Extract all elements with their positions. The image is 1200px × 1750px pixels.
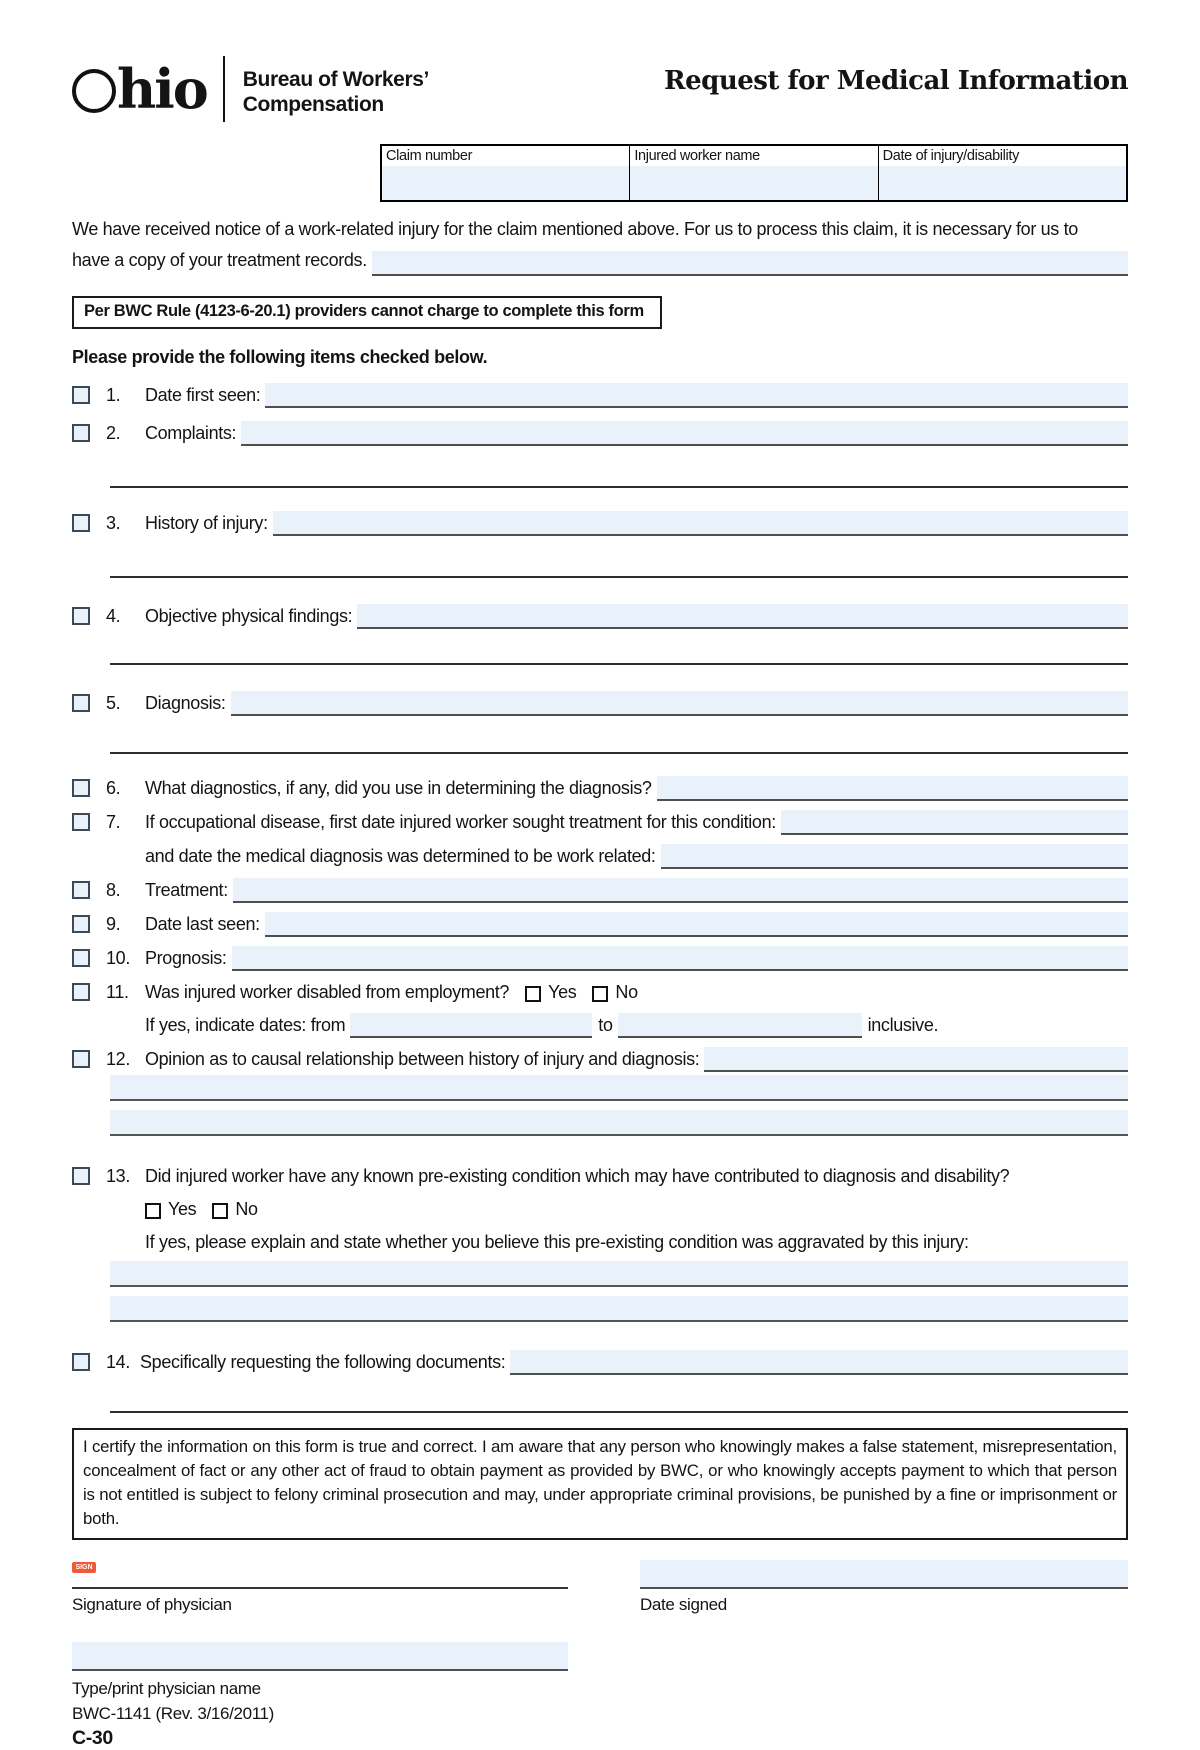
item-5-checkbox[interactable] [72, 694, 90, 712]
ohio-wordmark [72, 59, 207, 119]
item-3-row [72, 503, 1128, 536]
item-9-label: Date last seen: [145, 914, 260, 934]
item-6-input[interactable] [657, 776, 1128, 801]
item-11-yes-checkbox[interactable] [525, 986, 541, 1002]
item-11-yes-label: Yes [548, 982, 577, 1002]
item-3-input[interactable] [273, 511, 1128, 536]
item-7-input[interactable] [781, 810, 1128, 835]
item-6-checkbox[interactable] [72, 779, 90, 797]
form-number: BWC-1141 (Rev. 3/16/2011) [72, 1704, 274, 1723]
item-8-row [72, 870, 1128, 903]
bureau-name [243, 61, 429, 117]
claim-number-header: Claim number [386, 148, 473, 164]
intro-line1: We have received notice of a work-related injury for the claim mentioned above. For us to process this claim, it is necessary for us to [72, 219, 1078, 239]
item-5-row [72, 683, 1128, 716]
item-13-row [72, 1156, 1128, 1189]
date-of-injury-header: Date of injury/disability [882, 148, 1019, 164]
item-11-number: 11. [106, 982, 129, 1002]
date-of-injury-input[interactable] [879, 166, 1126, 200]
item-8-number: 8. [106, 880, 121, 900]
item-14-continuation-line[interactable] [110, 1375, 1128, 1413]
typeprint-label: Type/print physician name [72, 1679, 261, 1698]
intro-line2-label: have a copy of your treatment records. [72, 250, 367, 270]
item-8-label: Treatment: [145, 880, 228, 900]
claim-number-cell [382, 146, 629, 200]
item-7-row [72, 802, 1128, 835]
item-13-number: 13. [106, 1166, 130, 1186]
item-14-label: Specifically requesting the following documents: [140, 1352, 506, 1372]
form-code: C-30 [72, 1727, 113, 1749]
date-of-injury-cell [878, 146, 1126, 200]
item-13-no-checkbox[interactable] [212, 1203, 228, 1219]
injured-worker-name-header: Injured worker name [634, 148, 760, 164]
item-12-input[interactable] [704, 1047, 1128, 1072]
ohio-wordmark-text: hio [117, 57, 207, 121]
item-10-number: 10. [106, 948, 130, 968]
signature-column [72, 1557, 568, 1750]
item-6-number: 6. [106, 778, 121, 798]
item-10-label: Prognosis: [145, 948, 227, 968]
physician-signature-input[interactable] [72, 1573, 568, 1589]
physician-name-input[interactable] [72, 1642, 568, 1671]
sign-here-marker-icon[interactable]: SIGN [72, 1562, 96, 1573]
logo-divider [223, 56, 225, 122]
item-13-explain-input-2[interactable] [110, 1296, 1128, 1322]
ohio-o-circle-icon [72, 69, 116, 113]
item-4-input[interactable] [357, 604, 1128, 629]
item-7-label: If occupational disease, first date injured worker sought treatment for this condition: [145, 812, 776, 832]
item-4-checkbox[interactable] [72, 607, 90, 625]
item-12-continuation-input-1[interactable] [110, 1075, 1128, 1101]
item-11-dates-prefix: If yes, indicate dates: from [145, 1015, 346, 1035]
injured-worker-name-input[interactable] [630, 166, 877, 200]
item-3-label: History of injury: [145, 513, 268, 533]
item-12-checkbox[interactable] [72, 1050, 90, 1068]
item-11-dates-mid: to [598, 1015, 613, 1035]
item-13-explain-input-1[interactable] [110, 1261, 1128, 1287]
item-2-checkbox[interactable] [72, 424, 90, 442]
bwc-rule-box: Per BWC Rule (4123-6-20.1) providers cannot charge to complete this form [72, 296, 662, 329]
item-5-continuation-line[interactable] [110, 716, 1128, 754]
item-11-row [72, 972, 1128, 1005]
item-12-continuation-input-2[interactable] [110, 1110, 1128, 1136]
item-14-checkbox[interactable] [72, 1353, 90, 1371]
item-10-row [72, 938, 1128, 971]
item-14-input[interactable] [510, 1350, 1128, 1375]
item-11-from-date-input[interactable] [350, 1013, 592, 1038]
ohio-bwc-logo [72, 56, 429, 122]
item-5-number: 5. [106, 693, 121, 713]
item-9-number: 9. [106, 914, 121, 934]
item-3-checkbox[interactable] [72, 514, 90, 532]
treatment-records-input[interactable] [372, 251, 1128, 276]
item-14-number: 14. [106, 1352, 130, 1372]
item-1-input[interactable] [265, 383, 1128, 408]
signature-section [72, 1557, 1128, 1750]
item-4-label: Objective physical findings: [145, 606, 353, 626]
item-13-yesno-row [145, 1189, 1128, 1222]
item-4-number: 4. [106, 606, 121, 626]
item-13-checkbox[interactable] [72, 1167, 90, 1185]
certification-statement: I certify the information on this form is true and correct. I am aware that any person who knowingly makes a false statement, misrepresentation, concealment of fact or any other act of fraud to obtain payment as provided by BWC, or who knowingly accepts payment to which that person is not entitled is subject to felony criminal prosecution and may, under appropriate criminal provisions, be punished by a fine or imprisonment or both. [72, 1428, 1128, 1540]
item-9-row [72, 904, 1128, 937]
item-7-sub-row [145, 836, 1128, 869]
item-13-no-label: No [235, 1199, 258, 1219]
item-13-yes-label: Yes [168, 1199, 197, 1219]
item-10-checkbox[interactable] [72, 949, 90, 967]
bureau-line1: Bureau of Workers’ [242, 68, 429, 91]
item-3-continuation-line[interactable] [110, 536, 1128, 578]
date-signed-column [640, 1557, 1128, 1750]
item-3-number: 3. [106, 513, 121, 533]
item-1-checkbox[interactable] [72, 386, 90, 404]
date-signed-input[interactable] [640, 1560, 1128, 1589]
item-2-number: 2. [106, 423, 121, 443]
item-5-input[interactable] [231, 691, 1128, 716]
item-2-label: Complaints: [145, 423, 237, 443]
page-title: Request for Medical Information [663, 66, 1128, 96]
item-11-no-checkbox[interactable] [592, 986, 608, 1002]
item-7-sub-label: and date the medical diagnosis was determined to be work related: [145, 846, 656, 866]
item-11-dates-row [145, 1005, 1128, 1038]
date-signed-label: Date signed [640, 1595, 727, 1614]
item-8-input[interactable] [233, 878, 1128, 903]
item-7-checkbox[interactable] [72, 813, 90, 831]
item-2-continuation-line[interactable] [110, 446, 1128, 488]
item-1-row [72, 375, 1128, 408]
item-10-input[interactable] [232, 946, 1128, 971]
item-11-no-label: No [615, 982, 638, 1002]
item-1-number: 1. [106, 385, 121, 405]
item-12-number: 12. [106, 1049, 130, 1069]
item-2-input[interactable] [241, 421, 1128, 446]
item-7-sub-input[interactable] [661, 844, 1128, 869]
item-14-row [72, 1342, 1128, 1375]
injured-worker-name-cell [629, 146, 877, 200]
item-1-label: Date first seen: [145, 385, 261, 405]
item-2-row [72, 413, 1128, 446]
item-13-explain-row [145, 1222, 1128, 1255]
item-12-row [72, 1039, 1128, 1072]
claim-number-input[interactable] [382, 166, 629, 200]
item-11-checkbox[interactable] [72, 983, 90, 1001]
item-13-label: Did injured worker have any known pre-existing condition which may have contributed to diagnosis and disability? [145, 1166, 1010, 1186]
intro-paragraph [72, 214, 1128, 276]
item-4-row [72, 596, 1128, 629]
item-6-row [72, 768, 1128, 801]
item-9-checkbox[interactable] [72, 915, 90, 933]
item-4-continuation-line[interactable] [110, 629, 1128, 665]
claim-info-table [380, 144, 1128, 202]
item-11-label: Was injured worker disabled from employment? [145, 982, 510, 1002]
item-9-input[interactable] [265, 912, 1128, 937]
item-7-number: 7. [106, 812, 121, 832]
item-11-to-date-input[interactable] [618, 1013, 862, 1038]
bureau-line2: Compensation [242, 93, 384, 116]
item-11-dates-suffix: inclusive. [867, 1015, 939, 1035]
item-6-label: What diagnostics, if any, did you use in determining the diagnosis? [145, 778, 652, 798]
item-13-explain-label: If yes, please explain and state whether you believe this pre-existing condition was aggravated by this injury: [145, 1232, 969, 1252]
item-8-checkbox[interactable] [72, 881, 90, 899]
item-5-label: Diagnosis: [145, 693, 226, 713]
item-12-label: Opinion as to causal relationship between history of injury and diagnosis: [145, 1049, 700, 1069]
header [72, 56, 1128, 122]
item-13-yes-checkbox[interactable] [145, 1203, 161, 1219]
instructions-heading: Please provide the following items checked below. [72, 347, 488, 367]
signature-label: Signature of physician [72, 1595, 232, 1614]
